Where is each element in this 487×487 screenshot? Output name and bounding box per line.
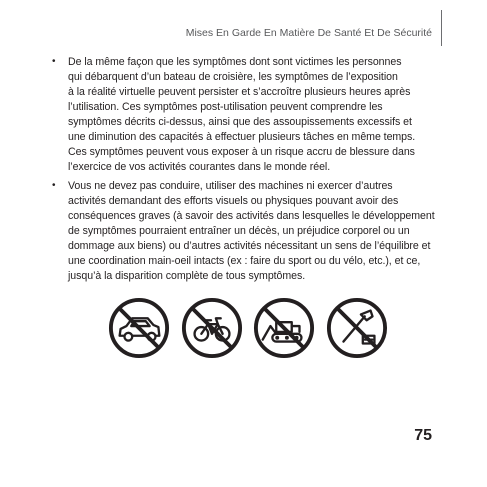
text-line: l’exercice de vos activités courantes dans le monde réel. <box>68 161 331 173</box>
text-line: Ces symptômes peuvent vous exposer à un risque accru de blessure dans <box>68 146 415 158</box>
text-line: conséquences graves (à savoir des activités dans lesquelles le développement <box>68 210 435 222</box>
list-item <box>50 55 450 175</box>
no-tool-use-icon <box>326 297 388 359</box>
warning-list <box>50 55 450 284</box>
header-divider <box>441 10 442 46</box>
bullet-icon: • <box>52 56 56 67</box>
no-machinery-icon <box>253 297 315 359</box>
text-line: qui débarquent d’un bateau de croisière, les symptômes de l’exposition <box>68 71 398 83</box>
page-number: 75 <box>414 427 432 444</box>
paragraph-activity-restrictions <box>68 179 450 284</box>
text-line: de symptômes pourraient entraîner un décès, un préjudice corporel ou un <box>68 225 410 237</box>
text-line: une coordination main-oeil intacts (ex : faire du sport ou du vélo, etc.), et ce, <box>68 255 421 267</box>
section-title: Mises En Garde En Matière De Santé Et De Sécurité <box>185 27 432 39</box>
no-driving-icon <box>108 297 170 359</box>
text-line: jusqu’à la disparition complète de tous symptômes. <box>68 270 306 282</box>
text-line: l’utilisation. Ces symptômes post-utilisation peuvent comprendre les <box>68 101 383 113</box>
bullet-icon: • <box>52 180 56 191</box>
list-item <box>50 179 450 284</box>
text-line: activités demandant des efforts visuels ou physiques pouvant avoir des <box>68 195 399 207</box>
text-line: symptômes décrits ci-dessus, ainsi que des assoupissements excessifs et <box>68 116 412 128</box>
text-line: Vous ne devez pas conduire, utiliser des machines ni exercer d’autres <box>68 180 393 192</box>
text-line: une diminution des capacités à effectuer plusieurs tâches en même temps. <box>68 131 416 143</box>
no-cycling-icon <box>181 297 243 359</box>
text-line: dommage aux biens) ou d’autres activités nécessitant un sens de l’équilibre et <box>68 240 431 252</box>
text-line: De la même façon que les symptômes dont sont victimes les personnes <box>68 56 402 68</box>
prohibited-activities-icons <box>108 297 388 363</box>
paragraph-post-exposure-symptoms <box>68 55 450 175</box>
text-line: à la réalité virtuelle peuvent persister et s’accroître plusieurs heures après <box>68 86 411 98</box>
